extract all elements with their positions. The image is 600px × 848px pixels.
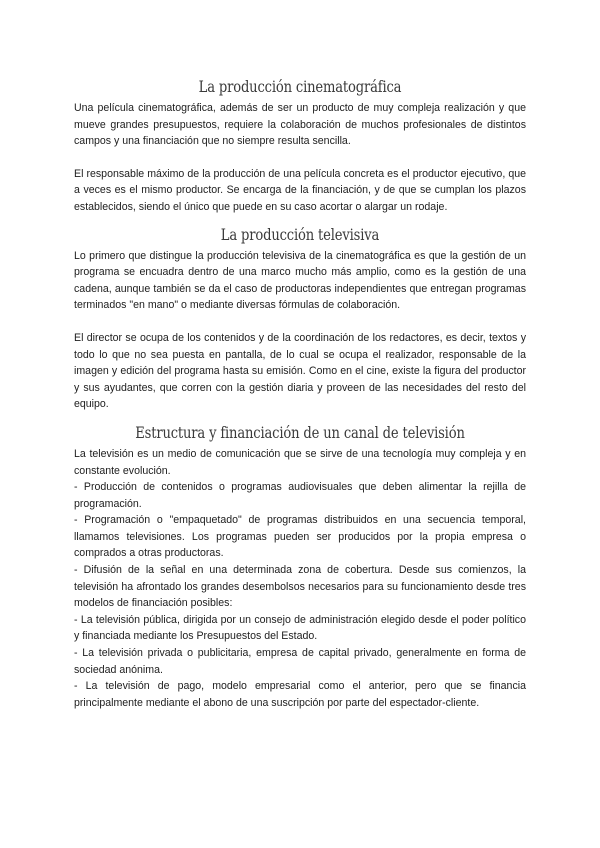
section-title: La producción cinematográfica (198, 77, 402, 96)
list-item: - Difusión de la señal en una determinada zona de cobertura. Desde sus comienzos, la televisión ha afrontado los grandes desembolsos necesarios para su funcionamiento desde tres modelos de financiación posibles: (74, 564, 526, 610)
section-title: Estructura y financiación de un canal de televisión (135, 422, 465, 442)
paragraph: El responsable máximo de la producción de una película concreta es el productor ejecutivo, que a veces es el mismo productor. Se encarga de la financiación, y de que se cumplan los plazos establecidos, siendo el único que puede en su caso acortar o alargar un rodaje. (74, 167, 526, 213)
section-televisiva (74, 222, 526, 413)
paragraph: El director se ocupa de los contenidos y de la coordinación de los redactores, es decir, textos y todo lo que no sea puesta en pantalla, de lo cual se ocupa el realizador, responsable de la imagen y edición del programa hasta su emisión. Como en el cine, existe la figura del productor y sus ayudantes, que corren con la gestión diaria y proveen de las necesidades del resto del equipo. (74, 331, 526, 411)
section-cinematografica (74, 74, 526, 216)
list-item: - Programación o "empaquetado" de programas distribuidos en una secuencia temporal, llamamos televisiones. Los programas pueden ser producidos por la propia empresa o comprados a otras productoras. (74, 514, 526, 560)
section-title: La producción televisiva (220, 224, 380, 244)
list-item: - La televisión privada o publicitaria, empresa de capital privado, generalmente en forma de sociedad anónima. (74, 647, 526, 676)
paragraph: Una película cinematográfica, además de ser un producto de muy compleja realización y que mueve grandes presupuestos, requiere la colaboración de muchos profesionales de distintos campos y una financiación que no siempre resulta sencilla. (74, 102, 526, 148)
paragraph: La televisión es un medio de comunicación que se sirve de una tecnología muy compleja y en constante evolución. (74, 447, 526, 477)
list-item: - Producción de contenidos o programas audiovisuales que deben alimentar la rejilla de programación. (74, 481, 526, 510)
list-item: - La televisión pública, dirigida por un consejo de administración elegido desde el poder político y financiada mediante los Presupuestos del Estado. (74, 613, 526, 643)
section-estructura (74, 420, 526, 712)
paragraph-gap (74, 150, 526, 166)
paragraph: Lo primero que distingue la producción televisiva de la cinematográfica es que la gestión de un programa se encuadra dentro de una marco mucho más amplio, como es la gestión de una cadena, aunque también se da el caso de productoras independientes que entregan programas terminados "en mano" o mediante diversas fórmulas de colaboración. (74, 249, 526, 312)
paragraph-gap (74, 314, 526, 330)
list-item: - La televisión de pago, modelo empresarial como el anterior, pero que se financia principalmente mediante el abono de una suscripción por parte del espectador-cliente. (74, 680, 526, 709)
